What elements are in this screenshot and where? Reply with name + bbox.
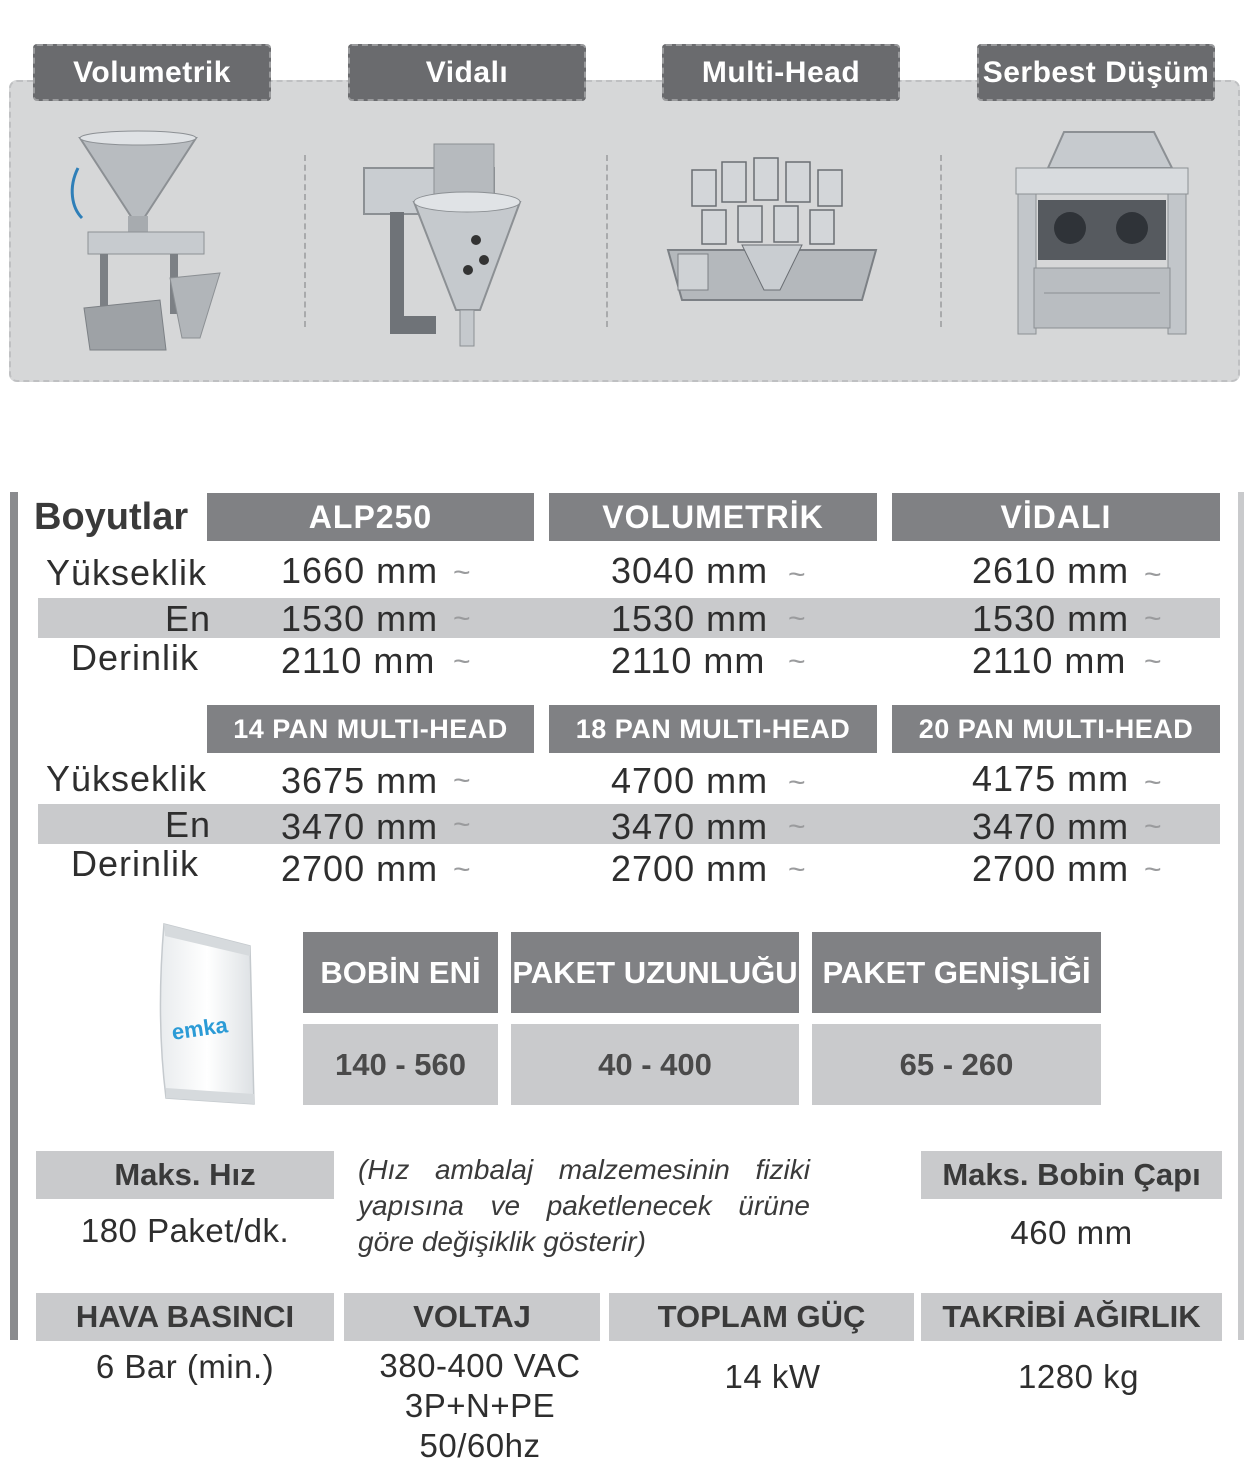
air-pressure-value: 6 Bar (min.) bbox=[95, 1348, 275, 1385]
row-label-depth: Derinlik bbox=[71, 637, 200, 678]
multi-head-weigher-image bbox=[662, 150, 882, 310]
voltage-line: 50/60hz bbox=[419, 1427, 541, 1464]
approx-symbol: ~ bbox=[453, 808, 471, 841]
dimension-value: 1660 mm bbox=[281, 550, 439, 591]
approx-symbol: ~ bbox=[453, 764, 471, 797]
approx-symbol: ~ bbox=[788, 810, 806, 843]
dimensions-title: Boyutlar bbox=[34, 496, 189, 538]
approx-weight-header: TAKRİBİ AĞIRLIK bbox=[921, 1293, 1222, 1341]
total-power-header: TOPLAM GÜÇ bbox=[609, 1293, 914, 1341]
auger-filler-image bbox=[360, 140, 530, 355]
column-header: 20 PAN MULTI-HEAD bbox=[892, 705, 1220, 753]
approx-symbol: ~ bbox=[1144, 766, 1162, 799]
row-label-depth: Derinlik bbox=[71, 843, 200, 884]
dimension-value: 3675 mm bbox=[281, 760, 439, 801]
voltage-line: 3P+N+PE bbox=[404, 1387, 556, 1424]
max-bobbin-value: 460 mm bbox=[1010, 1214, 1133, 1251]
divider bbox=[606, 155, 608, 327]
volumetric-filler-image bbox=[60, 128, 230, 358]
dimension-value: 4700 mm bbox=[611, 760, 769, 801]
package-spec-header: PAKET GENİŞLİĞİ bbox=[812, 932, 1101, 1013]
emka-logo: emka bbox=[170, 1012, 230, 1045]
row-label-width: En bbox=[165, 804, 212, 845]
max-bobbin-header: Maks. Bobin Çapı bbox=[921, 1151, 1222, 1199]
package-spec-header: BOBİN ENİ bbox=[303, 932, 498, 1013]
voltage-header: VOLTAJ bbox=[344, 1293, 600, 1341]
approx-symbol: ~ bbox=[1144, 810, 1162, 843]
column-header: VİDALI bbox=[892, 493, 1220, 541]
frame-left bbox=[10, 492, 18, 1340]
total-power-value: 14 kW bbox=[724, 1358, 821, 1395]
approx-symbol: ~ bbox=[1144, 558, 1162, 591]
package-spec-value: 65 - 260 bbox=[812, 1024, 1101, 1105]
tab-volumetrik[interactable]: Volumetrik bbox=[33, 44, 271, 101]
approx-weight-value: 1280 kg bbox=[1018, 1358, 1139, 1395]
approx-symbol: ~ bbox=[788, 766, 806, 799]
approx-symbol: ~ bbox=[788, 853, 806, 886]
approx-symbol: ~ bbox=[453, 602, 471, 635]
divider bbox=[940, 155, 942, 327]
voltage-line: 380-400 VAC bbox=[379, 1347, 581, 1384]
dimension-value: 2110 mm bbox=[281, 640, 436, 681]
divider bbox=[304, 155, 306, 327]
approx-symbol: ~ bbox=[1144, 645, 1162, 678]
package-image bbox=[150, 922, 265, 1112]
dimension-value: 3040 mm bbox=[611, 550, 769, 591]
dimension-value: 3470 mm bbox=[972, 806, 1130, 847]
column-header: 18 PAN MULTI-HEAD bbox=[549, 705, 877, 753]
dimension-value: 1530 mm bbox=[281, 598, 439, 639]
dimension-value: 3470 mm bbox=[611, 806, 769, 847]
max-speed-header: Maks. Hız bbox=[36, 1151, 334, 1199]
voltage-value bbox=[344, 1346, 616, 1466]
row-label-height: Yükseklik bbox=[46, 552, 208, 593]
approx-symbol: ~ bbox=[788, 645, 806, 678]
dimension-value: 2110 mm bbox=[972, 640, 1127, 681]
dimension-value: 2700 mm bbox=[972, 848, 1130, 889]
dimension-value: 2700 mm bbox=[281, 848, 439, 889]
approx-symbol: ~ bbox=[453, 853, 471, 886]
column-header: VOLUMETRİK bbox=[549, 493, 877, 541]
approx-symbol: ~ bbox=[453, 645, 471, 678]
dimension-value: 3470 mm bbox=[281, 806, 439, 847]
air-pressure-header: HAVA BASINCI bbox=[36, 1293, 334, 1341]
tab-vidali[interactable]: Vidalı bbox=[348, 44, 586, 101]
column-header: ALP250 bbox=[207, 493, 534, 541]
row-label-width: En bbox=[165, 598, 212, 639]
package-spec-value: 40 - 400 bbox=[511, 1024, 799, 1105]
dimension-value: 1530 mm bbox=[972, 598, 1130, 639]
row-label-height: Yükseklik bbox=[46, 758, 208, 799]
max-speed-value: 180 Paket/dk. bbox=[80, 1212, 290, 1249]
approx-symbol: ~ bbox=[1144, 602, 1162, 635]
tab-serbest-dusum[interactable]: Serbest Düşüm bbox=[977, 44, 1215, 101]
package-spec-value: 140 - 560 bbox=[303, 1024, 498, 1105]
package-spec-header: PAKET UZUNLUĞU bbox=[511, 932, 799, 1013]
approx-symbol: ~ bbox=[453, 556, 471, 589]
approx-symbol: ~ bbox=[788, 602, 806, 635]
column-header: 14 PAN MULTI-HEAD bbox=[207, 705, 534, 753]
dimension-value: 2110 mm bbox=[611, 640, 766, 681]
approx-symbol: ~ bbox=[1144, 853, 1162, 886]
frame-right bbox=[1238, 492, 1244, 1340]
dimension-value: 4175 mm bbox=[972, 758, 1130, 799]
tab-multi-head[interactable]: Multi-Head bbox=[662, 44, 900, 101]
dimension-value: 2610 mm bbox=[972, 550, 1130, 591]
speed-note: (Hız ambalaj malzemesinin fiziki yapısına ve paketlenecek ürüne göre değişiklik gösterir) bbox=[358, 1154, 810, 1257]
approx-symbol: ~ bbox=[788, 558, 806, 591]
dimension-value: 1530 mm bbox=[611, 598, 769, 639]
dimension-value: 2700 mm bbox=[611, 848, 769, 889]
free-fall-filler-image bbox=[1004, 128, 1194, 343]
